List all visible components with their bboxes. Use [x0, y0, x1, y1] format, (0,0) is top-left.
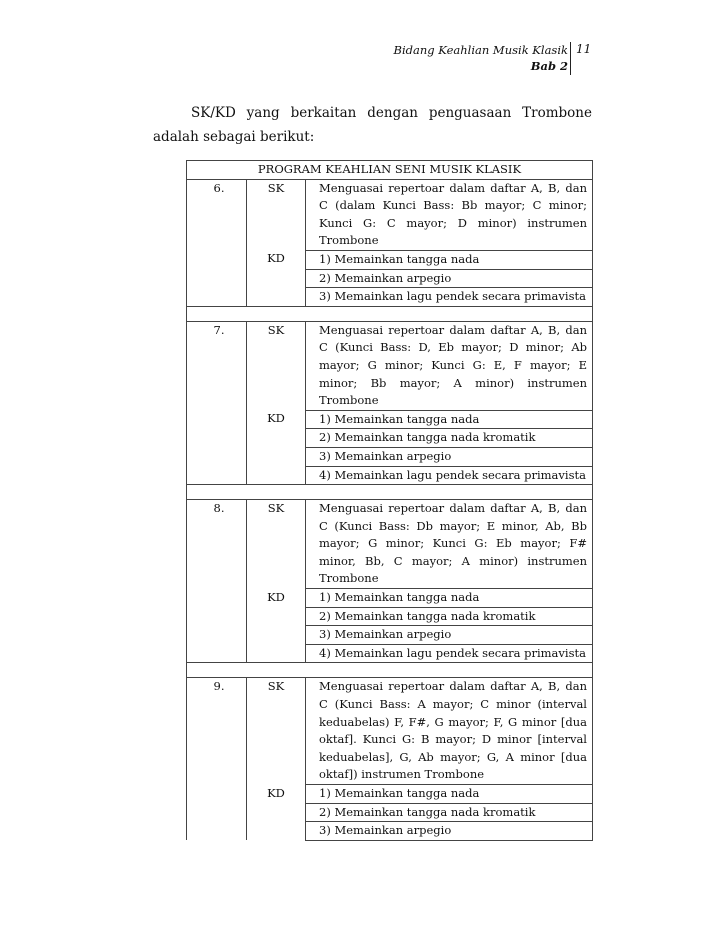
kd-item: 4) Memainkan lagu pendek secara primavista	[306, 644, 593, 663]
intro-paragraph	[153, 101, 592, 149]
table-row	[187, 678, 593, 785]
table-row	[187, 410, 593, 429]
table-row	[187, 321, 593, 410]
header-chapter: Bab 2	[530, 59, 568, 73]
kd-item: 3) Memainkan arpegio	[306, 822, 593, 841]
sk-label: SK	[247, 179, 306, 250]
table-row	[187, 589, 593, 608]
spacer-row	[187, 485, 593, 500]
kd-item: 1) Memainkan tangga nada	[306, 250, 593, 269]
row-number: 9.	[187, 678, 247, 840]
spacer-cell	[187, 485, 593, 500]
kd-item: 2) Memainkan tangga nada kromatik	[306, 607, 593, 626]
kd-item: 2) Memainkan tangga nada kromatik	[306, 429, 593, 448]
sk-label: SK	[247, 678, 306, 785]
competency-table	[186, 160, 593, 841]
header-divider	[570, 42, 571, 75]
spacer-cell	[187, 663, 593, 678]
table-heading-row	[187, 161, 593, 180]
table-row	[187, 250, 593, 269]
kd-item: 3) Memainkan lagu pendek secara primavista	[306, 288, 593, 307]
row-number: 6.	[187, 179, 247, 306]
sk-description: Menguasai repertoar dalam daftar A, B, dan C (Kunci Bass: Db mayor; E minor, Ab, Bb mayor; G minor; Kunci G: Eb mayor; F# minor, Bb, C mayor; A minor) instrumen Trombone	[306, 500, 593, 589]
sk-description: Menguasai repertoar dalam daftar A, B, dan C (Kunci Bass: A mayor; C minor (interval keduabelas) F, F#, G mayor; F, G minor [dua oktaf]. Kunci G: B mayor; D minor [interval keduabelas], G, Ab mayor; G, A minor [dua oktaf]) instrumen Trombone	[306, 678, 593, 785]
table-row	[187, 179, 593, 250]
table-row	[187, 785, 593, 804]
spacer-row	[187, 663, 593, 678]
page-number: 11	[576, 42, 592, 56]
kd-item: 3) Memainkan arpegio	[306, 447, 593, 466]
running-header	[380, 42, 568, 74]
kd-item: 2) Memainkan tangga nada kromatik	[306, 803, 593, 822]
spacer-row	[187, 306, 593, 321]
table-row	[187, 500, 593, 589]
kd-item: 1) Memainkan tangga nada	[306, 410, 593, 429]
kd-label: KD	[247, 410, 306, 484]
intro-text: SK/KD yang berkaitan dengan penguasaan Trombone adalah sebagai berikut:	[153, 105, 592, 145]
kd-item: 1) Memainkan tangga nada	[306, 785, 593, 804]
kd-item: 2) Memainkan arpegio	[306, 269, 593, 288]
kd-label: KD	[247, 589, 306, 663]
spacer-cell	[187, 306, 593, 321]
kd-item: 3) Memainkan arpegio	[306, 626, 593, 645]
row-number: 7.	[187, 321, 247, 484]
kd-item: 1) Memainkan tangga nada	[306, 589, 593, 608]
sk-description: Menguasai repertoar dalam daftar A, B, dan C (Kunci Bass: D, Eb mayor; D minor; Ab mayor; G minor; Kunci G: E, F mayor; E minor; Bb mayor; A minor) instrumen Trombone	[306, 321, 593, 410]
sk-label: SK	[247, 321, 306, 410]
sk-description: Menguasai repertoar dalam daftar A, B, dan C (dalam Kunci Bass: Bb mayor; C minor; Kunci G: C mayor; D minor) instrumen Trombone	[306, 179, 593, 250]
kd-label: KD	[247, 785, 306, 841]
row-number: 8.	[187, 500, 247, 663]
kd-label: KD	[247, 250, 306, 306]
kd-item: 4) Memainkan lagu pendek secara primavista	[306, 466, 593, 485]
sk-label: SK	[247, 500, 306, 589]
header-title: Bidang Keahlian Musik Klasik	[393, 43, 568, 57]
table-heading: PROGRAM KEAHLIAN SENI MUSIK KLASIK	[187, 161, 593, 180]
